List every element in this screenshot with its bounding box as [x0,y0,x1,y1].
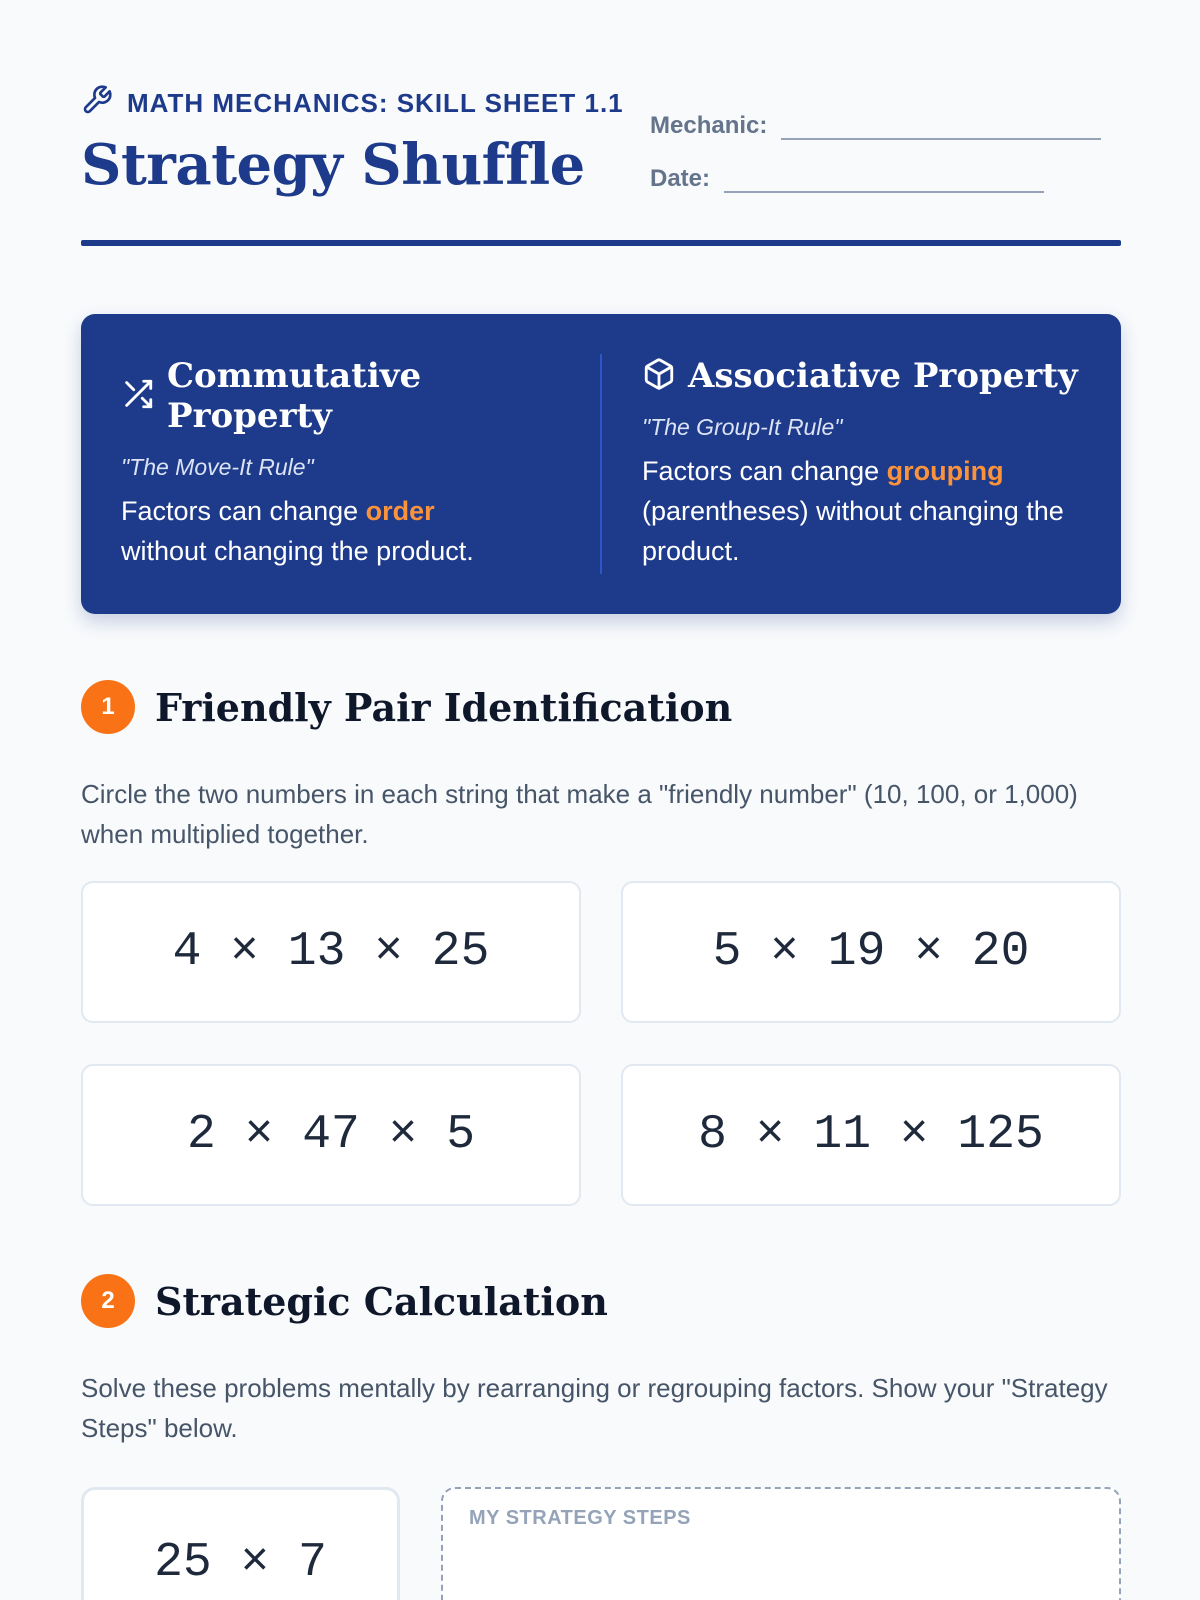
cube-icon [642,357,676,396]
section-title: Friendly Pair Identification [155,684,733,730]
date-label: Date: [650,165,711,192]
date-blank[interactable] [724,165,1044,193]
problem-card[interactable]: 5 × 19 × 20 [621,881,1121,1023]
worksheet-page [81,0,1121,1590]
section-2-header [81,1274,608,1328]
commutative-nickname: "The Move-It Rule" [121,454,314,480]
worksheet-header [81,0,1121,246]
associative-property [600,354,1121,574]
section-1-header [81,680,732,734]
section-number-badge: 2 [81,1274,135,1328]
commutative-property [81,314,600,614]
mechanic-label: Mechanic: [650,112,768,139]
date-field [650,165,1044,193]
mechanic-field [650,112,1101,140]
associative-title: Associative Property [688,356,1078,396]
sheet-label-text: MATH MECHANICS: SKILL SHEET 1.1 [127,88,624,118]
strategy-steps-label: MY STRATEGY STEPS [469,1507,691,1529]
commutative-keyword: order [365,496,435,526]
header-divider [81,240,1121,246]
commutative-description [121,491,560,571]
mechanic-name-blank[interactable] [781,112,1101,140]
associative-nickname: "The Group-It Rule" [642,414,843,440]
problem-card[interactable]: 8 × 11 × 125 [621,1064,1121,1206]
problem-card[interactable]: 2 × 47 × 5 [81,1064,581,1206]
commutative-title: Commutative Property [167,356,422,436]
associative-desc-start: Factors can change [642,456,887,486]
associative-keyword: grouping [886,456,1004,486]
section-2-instructions: Solve these problems mentally by rearranging or regrouping factors. Show your "Strategy Steps" below. [81,1373,1108,1443]
problem-card[interactable]: 4 × 13 × 25 [81,881,581,1023]
strategy-steps-box[interactable] [441,1487,1121,1600]
properties-card [81,314,1121,614]
section-1-instructions: Circle the two numbers in each string that make a "friendly number" (10, 100, or 1,000) when multiplied together. [81,779,1078,849]
associative-description [642,451,1081,571]
calculation-problem-card: 25 × 7 [81,1487,400,1600]
page-title: Strategy Shuffle [81,132,585,198]
section-number-badge: 1 [81,680,135,734]
shuffle-icon [121,377,155,416]
commutative-desc-start: Factors can change [121,496,366,526]
associative-desc-end: (parentheses) without changing the product. [642,496,1064,566]
wrench-icon [81,84,113,123]
commutative-desc-end: without changing the product. [121,536,474,566]
sheet-label [81,84,624,123]
section-title: Strategic Calculation [155,1278,608,1324]
